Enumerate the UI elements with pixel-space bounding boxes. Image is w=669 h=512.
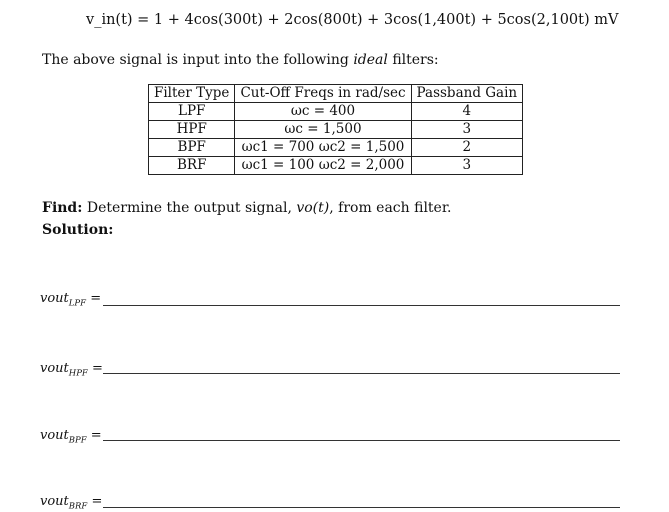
answer-var: vout (40, 428, 69, 443)
table-row (149, 103, 523, 121)
answer-line-lpf[interactable] (103, 305, 620, 306)
table-row (149, 139, 523, 157)
answer-sub: HPF (68, 368, 88, 379)
answer-equals: = (90, 291, 102, 306)
answer-var: vout (40, 494, 69, 509)
cell-cutoff: ωc = 400 (235, 103, 411, 121)
answer-label-lpf (40, 291, 101, 309)
signal-equation: v_in(t) = 1 + 4cos(300t) + 2cos(800t) + 3cos(1,400t) + 5cos(2,100t) mV (86, 12, 619, 28)
answer-equals: = (91, 361, 103, 376)
intro-emphasis: ideal (353, 52, 388, 68)
header-filter-type: Filter Type (149, 85, 235, 103)
find-statement (42, 200, 451, 216)
cell-cutoff: ωc = 1,500 (235, 121, 411, 139)
answer-label-brf (40, 494, 102, 512)
cell-gain: 3 (411, 121, 523, 139)
find-end: , from each filter. (329, 200, 452, 216)
intro-text (42, 52, 439, 68)
answer-equals: = (91, 494, 103, 509)
filter-table (148, 84, 523, 175)
cell-type: HPF (149, 121, 235, 139)
answer-sub: BRF (68, 501, 88, 512)
cell-gain: 4 (411, 103, 523, 121)
table-row (149, 121, 523, 139)
answer-label-hpf (40, 361, 103, 379)
answer-var: vout (40, 361, 69, 376)
find-label: Find: (42, 200, 83, 216)
answer-sub: BPF (68, 435, 87, 446)
cell-type: BRF (149, 157, 235, 175)
cell-gain: 2 (411, 139, 523, 157)
header-gain: Passband Gain (411, 85, 523, 103)
find-text: Determine the output signal, (82, 200, 297, 216)
table-row (149, 157, 523, 175)
answer-label-bpf (40, 428, 102, 446)
answer-sub: LPF (68, 298, 87, 309)
cell-gain: 3 (411, 157, 523, 175)
answer-line-hpf[interactable] (103, 373, 620, 374)
table-header-row (149, 85, 523, 103)
intro-prefix: The above signal is input into the following (42, 52, 354, 68)
answer-var: vout (40, 291, 69, 306)
cell-type: LPF (149, 103, 235, 121)
header-cutoff: Cut-Off Freqs in rad/sec (235, 85, 411, 103)
answer-line-bpf[interactable] (103, 440, 620, 441)
cell-cutoff: ωc1 = 700 ωc2 = 1,500 (235, 139, 411, 157)
cell-cutoff: ωc1 = 100 ωc2 = 2,000 (235, 157, 411, 175)
answer-line-brf[interactable] (103, 507, 620, 508)
intro-suffix: filters: (387, 52, 439, 68)
cell-type: BPF (149, 139, 235, 157)
solution-label: Solution: (42, 222, 114, 238)
find-variable: vo(t) (296, 200, 330, 216)
answer-equals: = (90, 428, 102, 443)
